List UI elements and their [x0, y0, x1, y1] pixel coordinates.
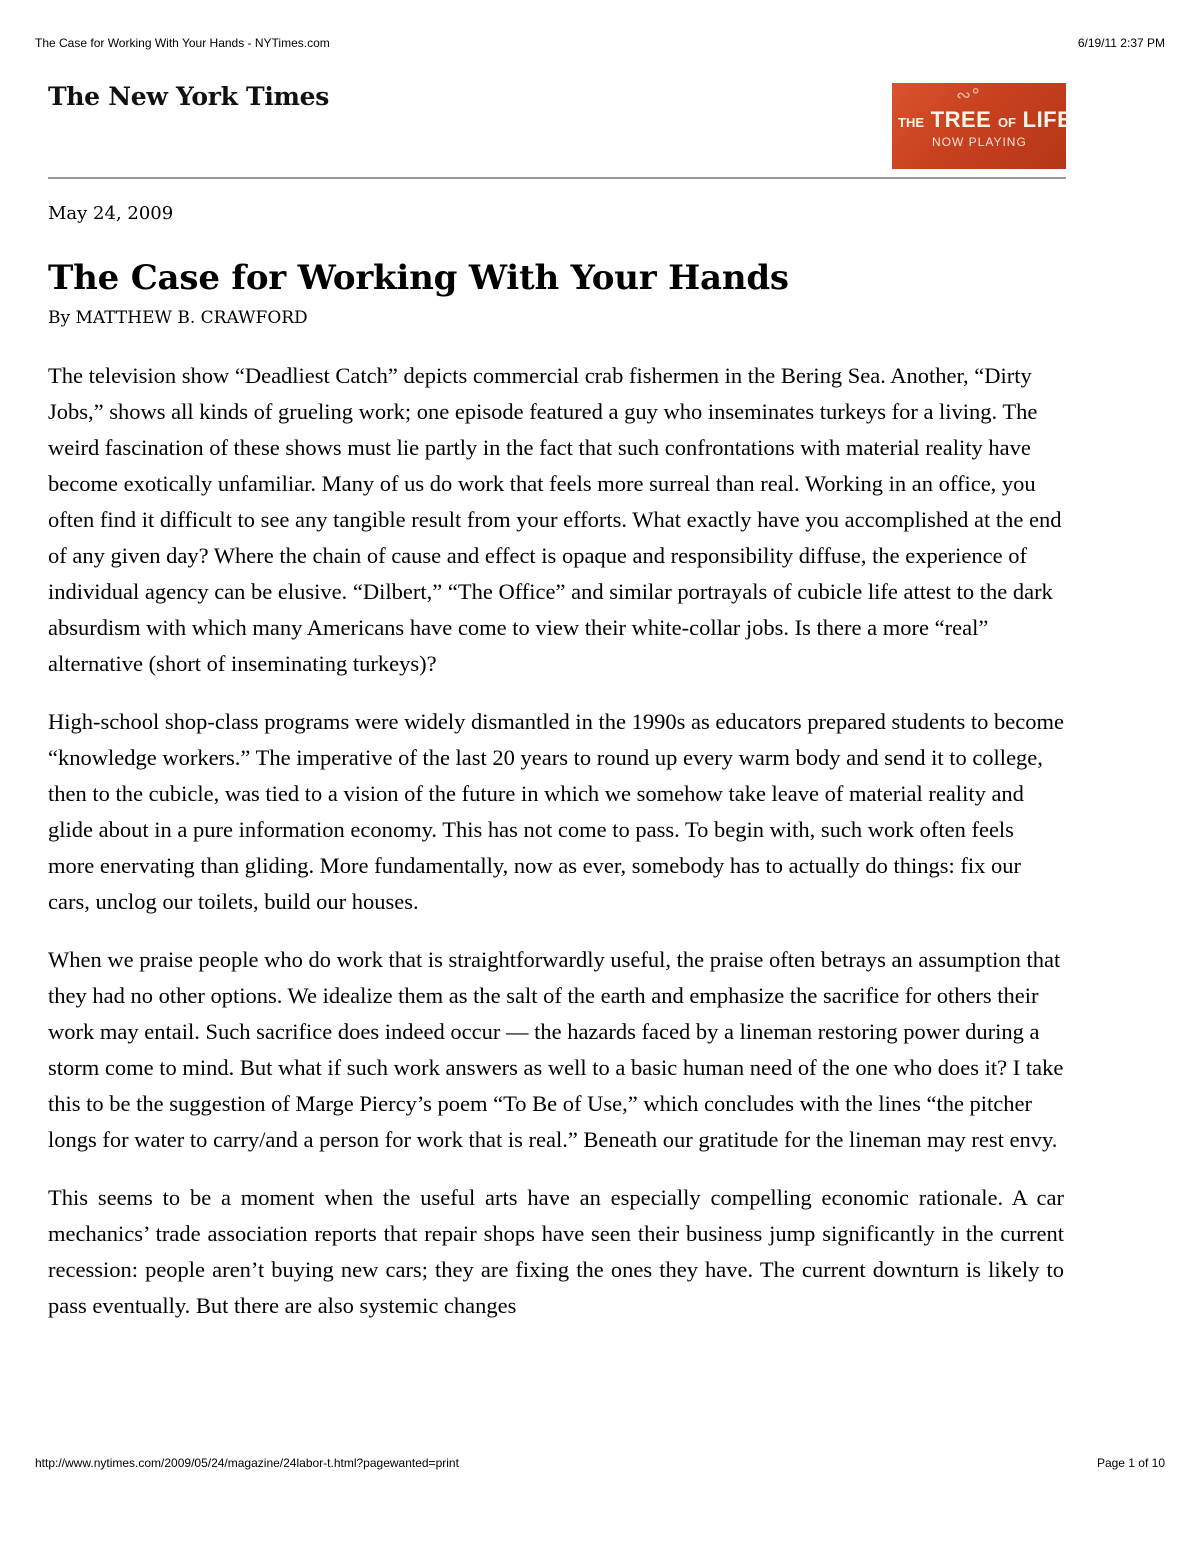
- ad-title: THE TREE OF LIFE: [898, 107, 1073, 132]
- advertisement-banner[interactable]: [892, 83, 1073, 169]
- print-footer-page: Page 1 of 10: [1096, 1456, 1165, 1470]
- nyt-logo[interactable]: The New York Times: [48, 82, 330, 111]
- print-header: [35, 36, 1165, 52]
- article-paragraph: This seems to be a moment when the useful arts have an especially compelling economic rationale. A car mechanics’ trade association reports that repair shops have seen their business jump significantly in the current recession: people aren’t buying new cars; they are fixing the ones they have. The current downturn is likely to pass eventually. But there are also systemic changes: [48, 1185, 1064, 1318]
- print-header-datetime: 6/19/11 2:37 PM: [1077, 36, 1165, 50]
- article-body: [48, 358, 1064, 1346]
- article-byline: By MATTHEW B. CRAWFORD: [48, 308, 308, 328]
- swirl-ornament-icon: ∾°: [956, 85, 981, 106]
- article-paragraph: High-school shop-class programs were widely dismantled in the 1990s as educators prepared students to become “knowledge workers.” The imperative of the last 20 years to round up every warm body and send it to college, then to the cubicle, was tied to a vision of the future in which we somehow take leave of material reality and glide about in a pure information economy. This has not come to pass. To begin with, such work often feels more enervating than gliding. More fundamentally, now as ever, somebody has to actually do things: fix our cars, unclog our toilets, build our houses.: [48, 709, 1064, 914]
- article-paragraph: The television show “Deadliest Catch” depicts commercial crab fishermen in the Bering Sea. Another, “Dirty Jobs,” shows all kinds of grueling work; one episode featured a guy who inseminates turkeys for a living. The weird fascination of these shows must lie partly in the fact that such confrontations with material reality have become exotically unfamiliar. Many of us do work that feels more surreal than real. Working in an office, you often find it difficult to see any tangible result from your efforts. What exactly have you accomplished at the end of any given day? Where the chain of cause and effect is opaque and responsibility diffuse, the experience of individual agency can be elusive. “Dilbert,” “The Office” and similar portrayals of cubicle life attest to the dark absurdism with which many Americans have come to view their white-collar jobs. Is there a more “real” alternative (short of inseminating turkeys)?: [48, 363, 1062, 676]
- print-header-title: The Case for Working With Your Hands - NYTimes.com: [35, 36, 330, 50]
- article-date: May 24, 2009: [48, 203, 174, 224]
- article-paragraph: When we praise people who do work that is straightforwardly useful, the praise often betrays an assumption that they had no other options. We idealize them as the salt of the earth and emphasize the sacrifice for others their work may entail. Such sacrifice does indeed occur — the hazards faced by a lineman restoring power during a storm come to mind. But what if such work answers as well to a basic human need of the one who does it? I take this to be the suggestion of Marge Piercy’s poem “To Be of Use,” which concludes with the lines “the pitcher longs for water to carry/and a person for work that is real.” Beneath our gratitude for the lineman may rest envy.: [48, 947, 1064, 1152]
- article-title: The Case for Working With Your Hands: [48, 258, 789, 298]
- print-footer: [35, 1456, 1165, 1472]
- ad-subtitle: NOW PLAYING: [932, 135, 1027, 149]
- header-divider: [48, 177, 1066, 179]
- print-footer-url: http://www.nytimes.com/2009/05/24/magazine/24labor-t.html?pagewanted=print: [35, 1456, 459, 1470]
